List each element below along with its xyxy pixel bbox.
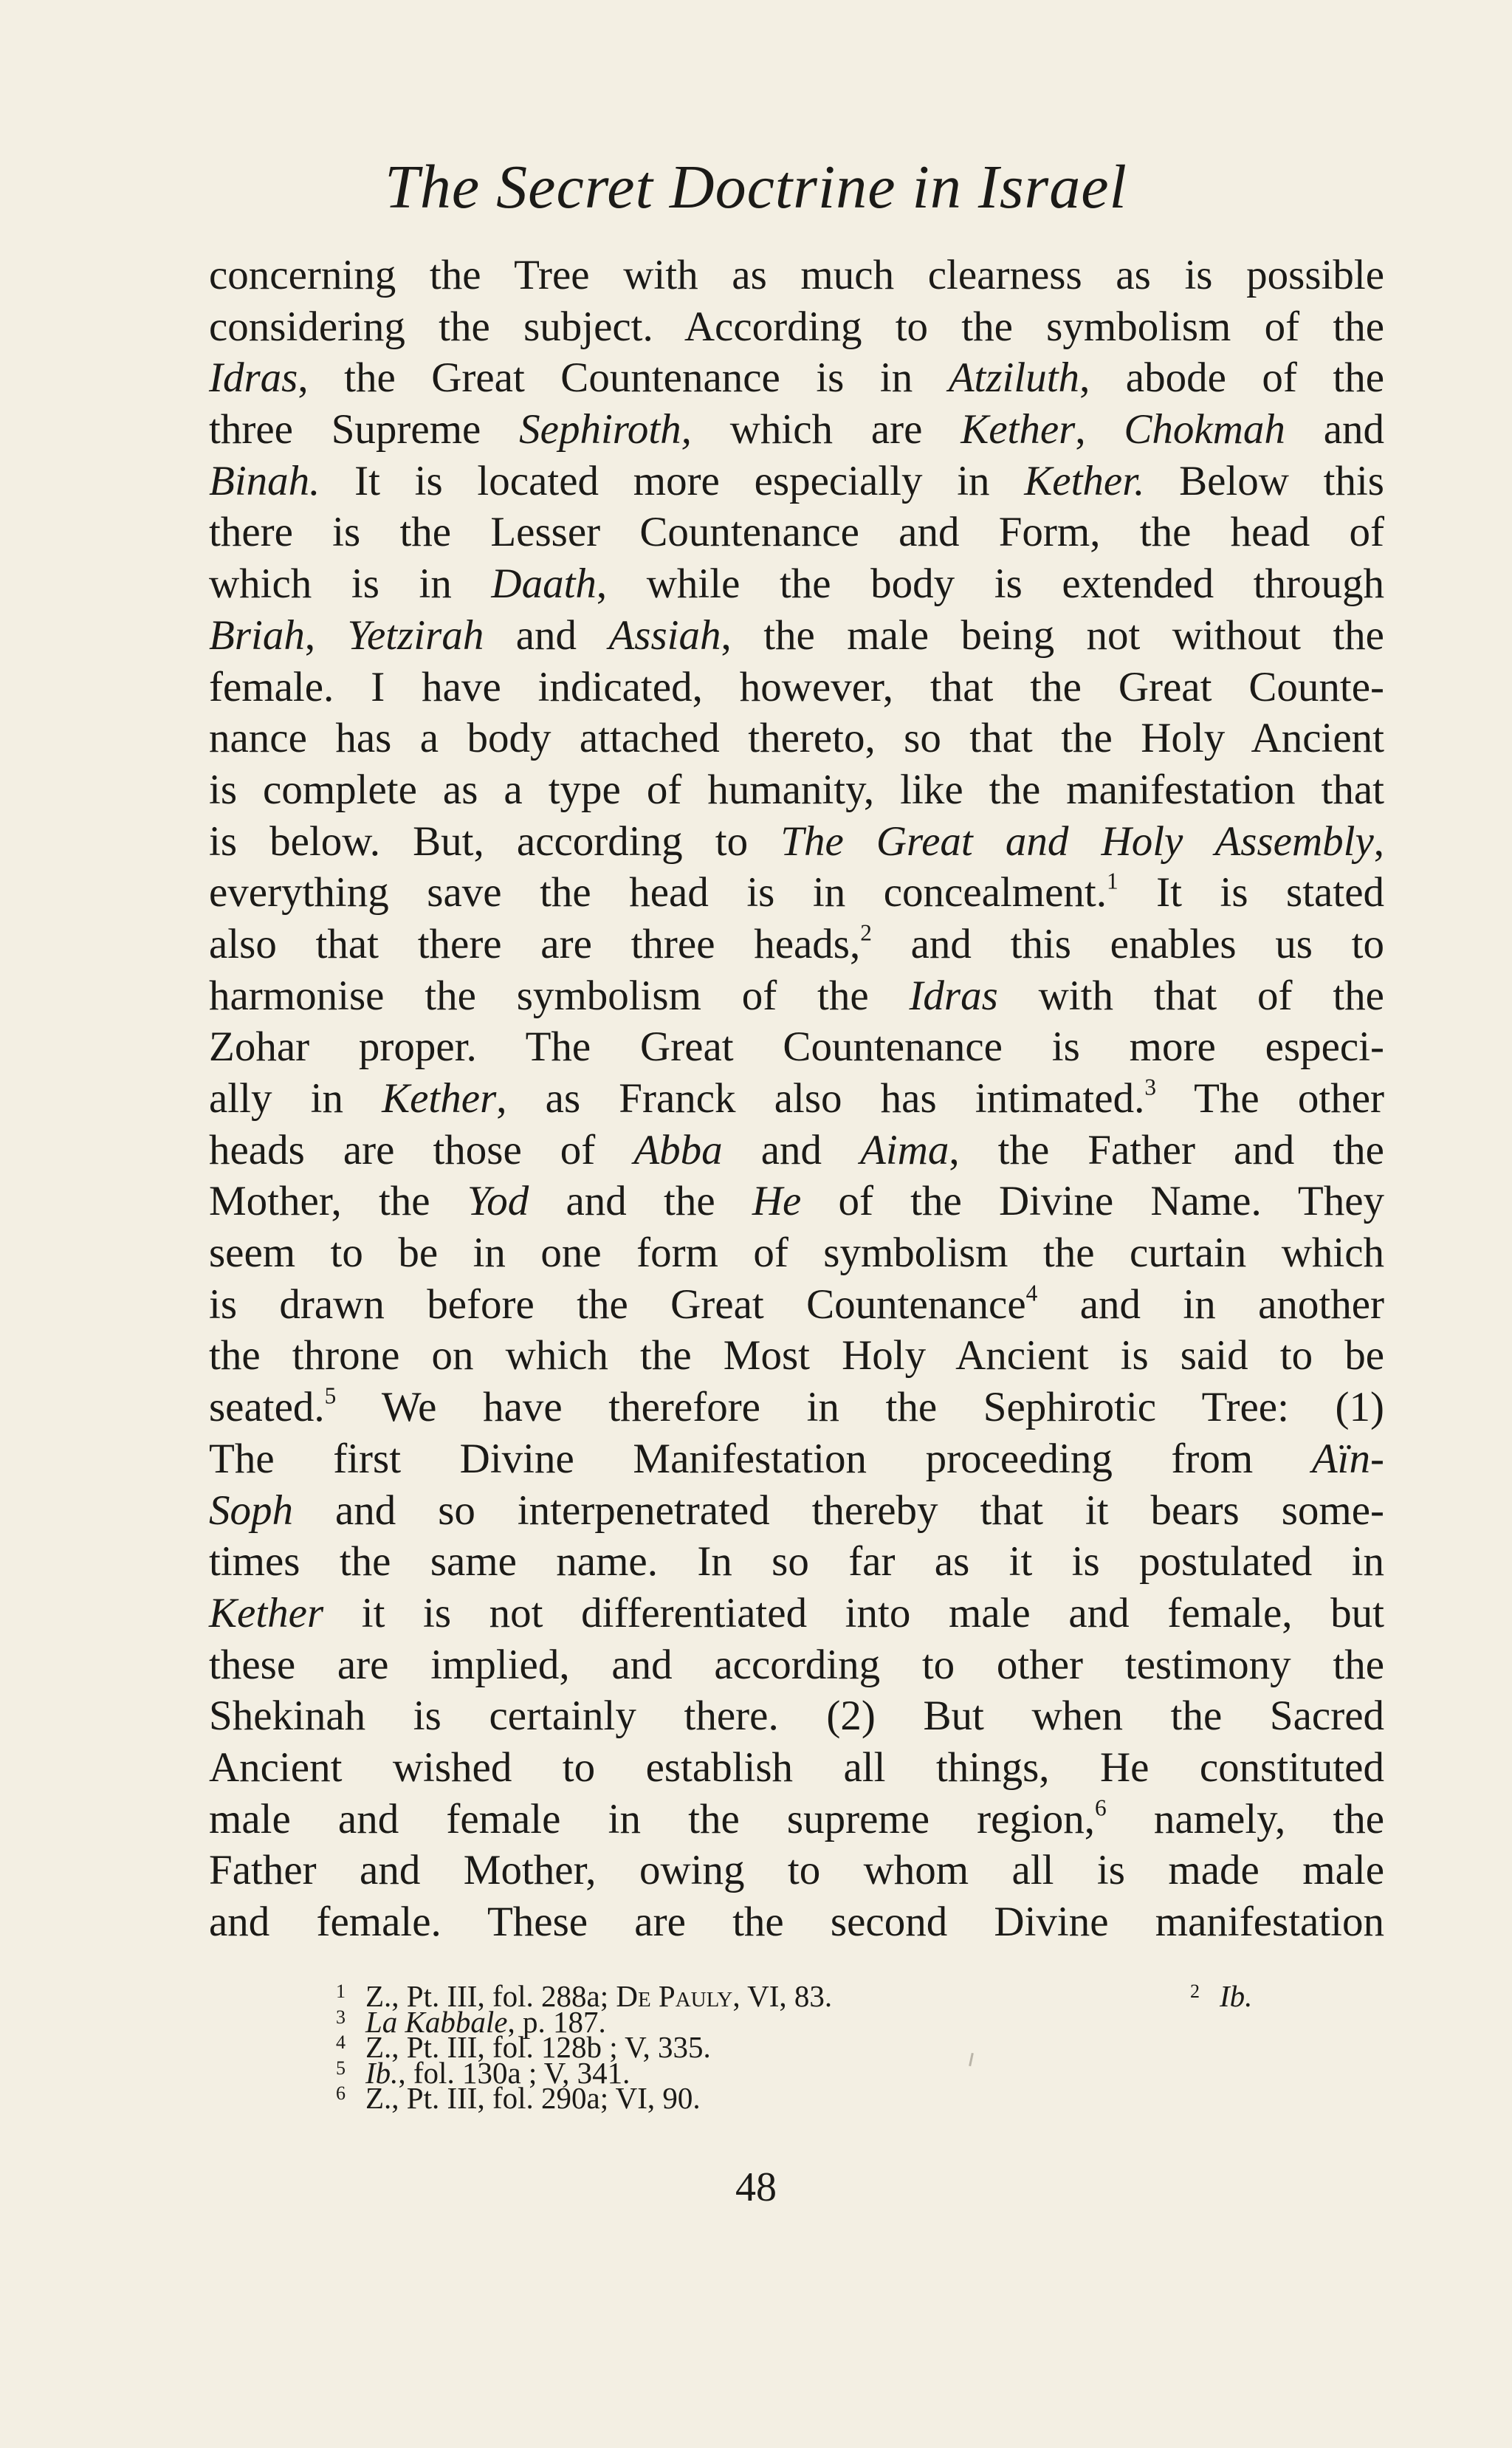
text-line [209, 1021, 1384, 1073]
footnote-italic: Ib. [1220, 1979, 1253, 2013]
footnote [336, 2030, 1281, 2064]
text-line [209, 1742, 1384, 1794]
line-text: namely, the [1106, 1795, 1384, 1842]
line-text: seated. [209, 1384, 325, 1431]
footnote-reference: 3 [1144, 1074, 1156, 1100]
line-text: , the Great Countenance is in [298, 354, 949, 402]
line-italic: Soph [209, 1487, 293, 1534]
footnote-reference: 6 [1095, 1794, 1107, 1821]
footnote-italic: La Kabbale [365, 2004, 508, 2039]
footnote-reference: 1 [1106, 868, 1118, 894]
running-head: The Secret Doctrine in Israel [385, 153, 1127, 222]
line-text: which is in [209, 560, 492, 608]
text-line [209, 1896, 1384, 1948]
text-line [209, 1125, 1384, 1176]
line-text: of the Divine Name. They [801, 1178, 1384, 1225]
line-text: heads are those of [209, 1126, 634, 1173]
page-number: 48 [735, 2164, 777, 2210]
text-line [209, 301, 1384, 353]
line-text: and the [529, 1178, 752, 1225]
text-line [209, 610, 1384, 662]
line-italic: Binah. [209, 457, 320, 504]
line-text: is below. But, according to [209, 817, 781, 865]
line-italic: Yetzirah [347, 611, 484, 659]
line-text: harmonise the symbolism of the [209, 972, 910, 1019]
footnote [336, 2081, 1281, 2115]
line-text: We have therefore in the Sephirotic Tree: (1) [336, 1384, 1384, 1431]
line-text: The other [1156, 1075, 1384, 1122]
text-line [209, 1073, 1384, 1125]
line-italic: Sephiroth, [519, 406, 692, 453]
footnote [336, 2055, 1281, 2090]
text-line [209, 1639, 1384, 1691]
line-text: the throne on which the Most Holy Ancient is said to be [209, 1332, 1384, 1379]
line-text: Father and Mother, owing to whom all is made male [209, 1847, 1384, 1894]
text-line [209, 1433, 1384, 1485]
footnote-number: 3 [336, 2006, 346, 2028]
line-text: it is not differentiated into male and female, but [323, 1589, 1384, 1636]
line-text: which are [691, 406, 961, 453]
text-line [209, 1690, 1384, 1742]
text-line [209, 919, 1384, 970]
line-italic: Yod [467, 1178, 529, 1225]
line-text: , while the body is extended through [596, 560, 1384, 608]
line-italic: Idras [909, 972, 998, 1019]
line-text: , the Father and the [949, 1126, 1384, 1173]
line-text: , abode of the [1079, 354, 1385, 402]
footnote-text: , fol. 130a ; V, 341. [398, 2055, 630, 2090]
line-text: seem to be in one form of symbolism the curtain which [209, 1230, 1384, 1277]
line-italic: Aïn- [1311, 1435, 1384, 1482]
text-line [209, 1382, 1384, 1433]
text-line [209, 1845, 1384, 1896]
line-text: and [722, 1126, 861, 1173]
footnote-italic: Ib. [365, 2055, 399, 2090]
line-italic: Daath [491, 560, 597, 608]
text-line [209, 867, 1384, 919]
line-italic: Idras [209, 354, 298, 402]
line-italic: Chokmah [1124, 406, 1285, 453]
text-line [209, 1794, 1384, 1845]
footnote-reference: 5 [324, 1382, 337, 1409]
text-line [209, 404, 1384, 456]
line-text: It is stated [1118, 869, 1384, 916]
footnote-number: 4 [336, 2032, 346, 2053]
line-text: female. I have indicated, however, that the Great Counte- [209, 663, 1384, 710]
text-line [209, 558, 1384, 610]
line-text: there is the Lesser Countenance and Form, the head of [209, 509, 1384, 556]
text-line [209, 713, 1384, 764]
line-text: Mother, the [209, 1178, 467, 1225]
footnote [336, 1979, 1281, 2013]
text-line [209, 1227, 1384, 1279]
text-line [209, 250, 1384, 301]
line-italic: The Great and Holy Assembly [780, 817, 1374, 865]
line-italic: Kether [382, 1075, 497, 1122]
text-line [209, 1588, 1384, 1639]
line-text: It is located more especially in [320, 457, 1025, 504]
line-text: Ancient wished to establish all things, He constituted [209, 1744, 1384, 1791]
line-text: with that of the [997, 972, 1384, 1019]
footnote-text: Z., Pt. III, fol. 128b ; V, 335. [365, 2030, 711, 2064]
line-italic: Atziluth [948, 354, 1080, 402]
footnote-text: , VI, 83. [732, 1979, 833, 2013]
line-text: ally in [209, 1075, 382, 1122]
footnote-reference: 4 [1025, 1280, 1038, 1306]
footnote-text: Z., Pt. III, fol. 288a; [365, 1979, 616, 2013]
line-text: and in another [1037, 1280, 1384, 1328]
line-italic: Aima [860, 1126, 949, 1173]
text-line [209, 764, 1384, 816]
line-text: , [1075, 406, 1124, 453]
line-text: times the same name. In so far as it is postulated in [209, 1538, 1384, 1585]
footnote-number: 5 [336, 2057, 346, 2079]
footnote-number: 2 [1190, 1981, 1200, 2002]
footnote-text: Z., Pt. III, fol. 290a; VI, 90. [365, 2081, 701, 2115]
text-line [209, 1279, 1384, 1331]
footnote-small-caps: De Pauly [616, 1979, 733, 2013]
line-text: , as Franck also has intimated. [496, 1075, 1145, 1122]
line-text: concerning the Tree with as much clearness as is possible [209, 252, 1384, 298]
text-line [209, 1330, 1384, 1382]
line-text: considering the subject. According to the symbolism of the [209, 303, 1384, 350]
footnote-number: 1 [336, 1981, 346, 2002]
text-line [209, 816, 1384, 868]
line-italic: He [752, 1178, 802, 1225]
footnote [336, 2004, 1281, 2039]
line-text: and this enables us to [871, 920, 1384, 967]
line-text: , the male being not without the [721, 611, 1384, 659]
line-text: , [1373, 817, 1384, 865]
body-text [209, 250, 1384, 1948]
line-text: Shekinah is certainly there. (2) But when the Sacred [209, 1693, 1384, 1740]
text-line [209, 352, 1384, 404]
line-text: three Supreme [209, 406, 520, 453]
line-italic: Kether. [1024, 457, 1145, 504]
text-line [209, 970, 1384, 1022]
line-text: , [304, 611, 348, 659]
line-text: is complete as a type of humanity, like the manifestation that [209, 766, 1384, 813]
line-text: is drawn before the Great Countenance [209, 1280, 1026, 1328]
line-text: Below this [1144, 457, 1384, 504]
line-text: these are implied, and according to other testimony the [209, 1641, 1384, 1688]
line-text: nance has a body attached thereto, so that the Holy Ancient [209, 715, 1384, 762]
line-italic: Kether [961, 406, 1076, 453]
text-line [209, 1536, 1384, 1588]
footnote-number: 6 [336, 2082, 346, 2104]
line-text: and so interpenetrated thereby that it bears some- [293, 1487, 1384, 1534]
text-line [209, 456, 1384, 507]
footnotes [336, 1979, 1281, 2115]
line-italic: Abba [633, 1126, 723, 1173]
line-italic: Briah [209, 611, 305, 659]
line-text: and female. These are the second Divine manifestation [209, 1899, 1384, 1945]
text-line [209, 507, 1384, 558]
text-line [209, 1485, 1384, 1537]
line-text: and [484, 611, 609, 659]
footnote-reference: 2 [860, 919, 872, 946]
footnote-text: , p. 187. [507, 2004, 606, 2039]
text-line [209, 662, 1384, 713]
line-text: male and female in the supreme region, [209, 1795, 1096, 1842]
line-text: also that there are three heads, [209, 920, 861, 967]
line-text: everything save the head is in concealment. [209, 869, 1107, 916]
line-text: and [1285, 406, 1384, 453]
line-text: Zohar proper. The Great Countenance is more especi- [209, 1024, 1384, 1071]
line-italic: Assiah [608, 611, 721, 659]
line-text: The first Divine Manifestation proceeding from [209, 1435, 1312, 1482]
line-italic: Kether [209, 1589, 324, 1636]
text-line [209, 1176, 1384, 1227]
